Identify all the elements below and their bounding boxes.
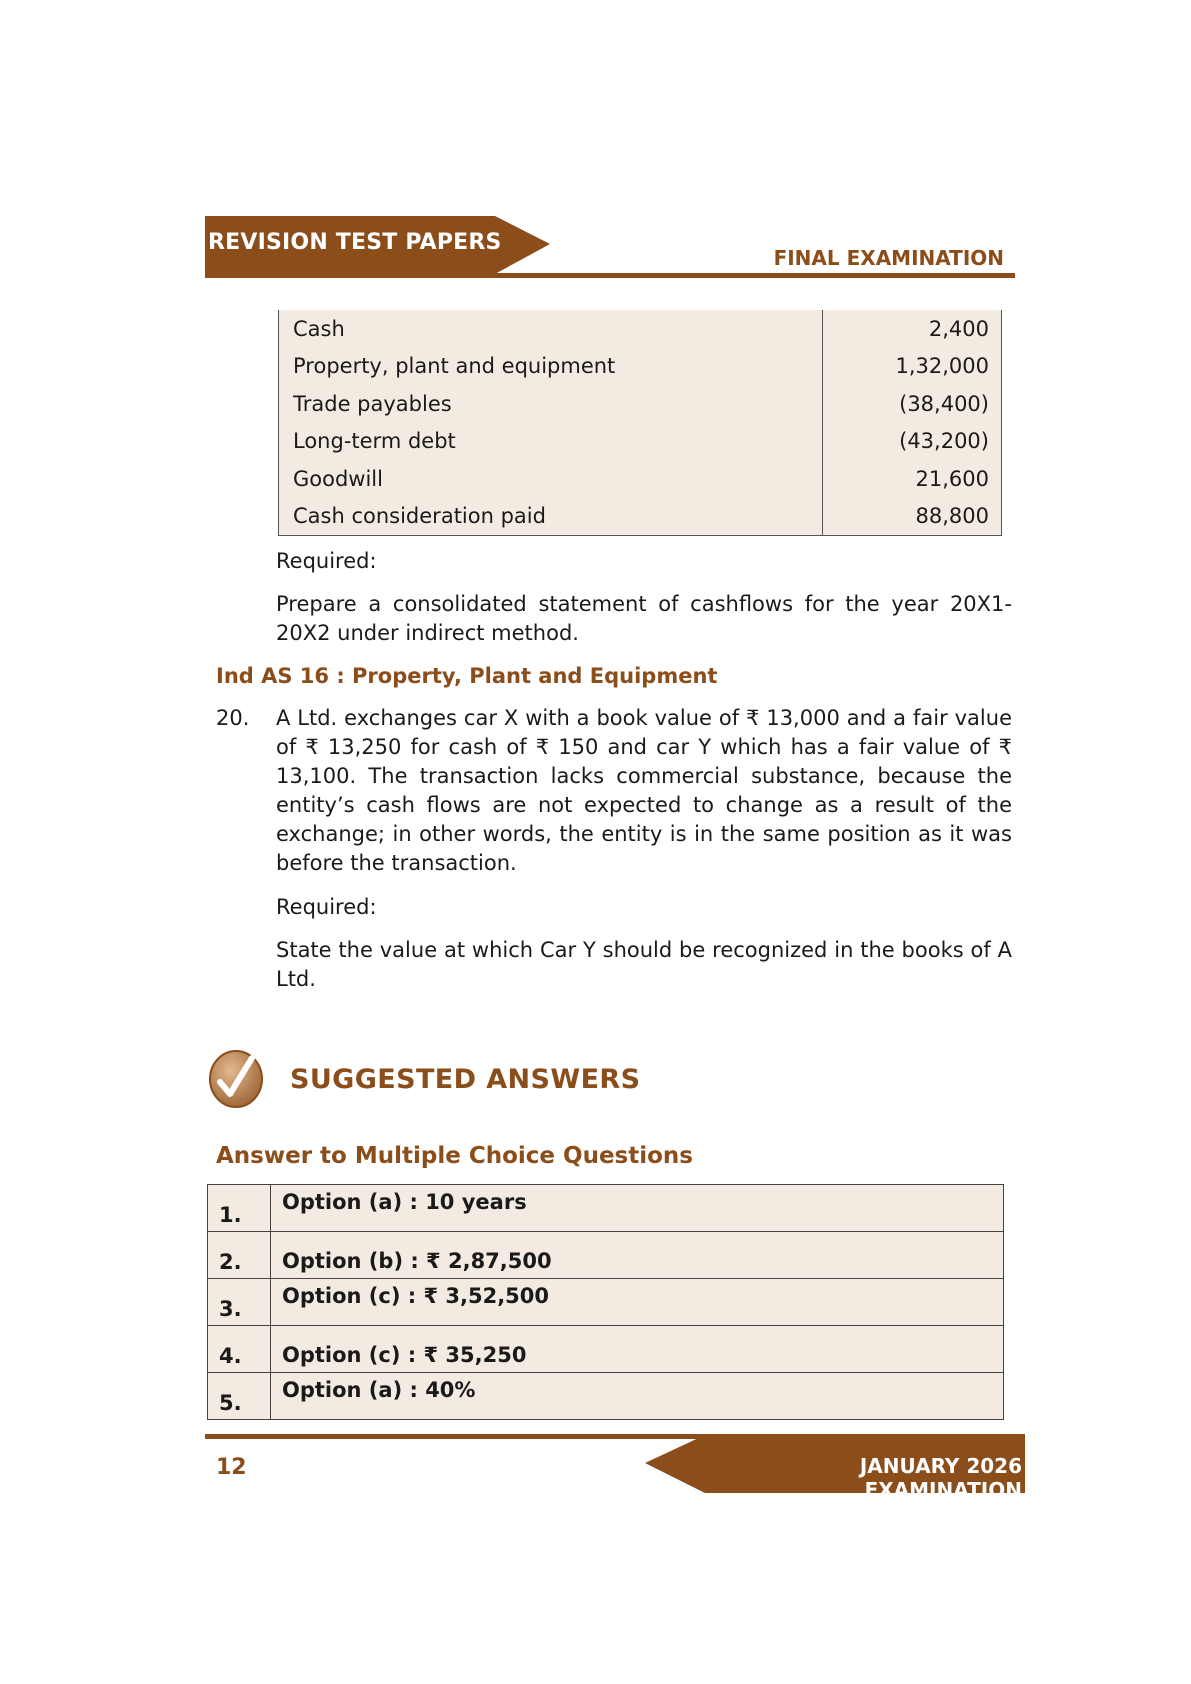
item-amount: 88,800 (823, 498, 1002, 536)
table-row (279, 310, 1002, 348)
page-number: 12 (216, 1455, 247, 1480)
table-row (279, 423, 1002, 461)
item-amount: 21,600 (823, 460, 1002, 498)
mcq-answer-table (207, 1184, 1004, 1420)
answer-number: 1. (208, 1185, 271, 1232)
table-row (208, 1373, 1004, 1420)
table-row (208, 1232, 1004, 1279)
balance-table (278, 310, 1002, 536)
answer-text: Option (b) : ₹ 2,87,500 (271, 1232, 1004, 1279)
required-text: State the value at which Car Y should be recognized in the books of A Ltd. (276, 938, 1012, 991)
table-row (279, 498, 1002, 536)
table-row (208, 1326, 1004, 1373)
answer-number: 2. (208, 1232, 271, 1279)
required-label: Required: (276, 549, 377, 573)
item-label: Goodwill (293, 466, 383, 491)
mcq-heading: Answer to Multiple Choice Questions (216, 1143, 693, 1169)
item-label: Cash consideration paid (293, 504, 546, 529)
answer-number: 3. (208, 1279, 271, 1326)
section-heading: Ind AS 16 : Property, Plant and Equipment (216, 664, 718, 688)
item-amount: 1,32,000 (823, 348, 1002, 386)
footer-exam-label: JANUARY 2026 EXAMINATION (859, 1454, 1022, 1502)
item-label: Long-term debt (293, 429, 456, 454)
table-row (208, 1279, 1004, 1326)
answer-text: Option (a) : 40% (271, 1373, 1004, 1420)
answer-text: Option (c) : ₹ 35,250 (271, 1326, 1004, 1373)
header-divider (205, 273, 1015, 278)
checkmark-icon (208, 1048, 264, 1110)
table-row (279, 348, 1002, 386)
question-number: 20. (216, 706, 250, 730)
answer-text: Option (c) : ₹ 3,52,500 (271, 1279, 1004, 1326)
suggested-answers-title: SUGGESTED ANSWERS (290, 1064, 641, 1095)
required-label: Required: (276, 895, 377, 919)
item-amount: (43,200) (823, 423, 1002, 461)
item-label: Trade payables (293, 391, 452, 416)
question-text: A Ltd. exchanges car X with a book value of ₹ 13,000 and a fair value of ₹ 13,250 for cash of ₹ 150 and car Y which has a fair value of ₹ 13,100. The transaction lacks commercial substance, because the entity’s cash flows are not expected to change as a result of the exchange; in other words, the entity is in the same position as it was before the transaction. (276, 706, 1012, 875)
answer-number: 4. (208, 1326, 271, 1373)
table-row (279, 385, 1002, 423)
answer-number: 5. (208, 1373, 271, 1420)
item-label: Cash (293, 316, 345, 341)
table-row (279, 460, 1002, 498)
table-row (208, 1185, 1004, 1232)
header-left-title: REVISION TEST PAPERS (208, 230, 502, 255)
item-amount: (38,400) (823, 385, 1002, 423)
required-text: Prepare a consolidated statement of cashflows for the year 20X1-20X2 under indirect method. (276, 592, 1012, 645)
item-amount: 2,400 (823, 310, 1002, 348)
item-label: Property, plant and equipment (293, 354, 616, 379)
answer-text: Option (a) : 10 years (271, 1185, 1004, 1232)
header-right-title: FINAL EXAMINATION (773, 246, 1004, 270)
